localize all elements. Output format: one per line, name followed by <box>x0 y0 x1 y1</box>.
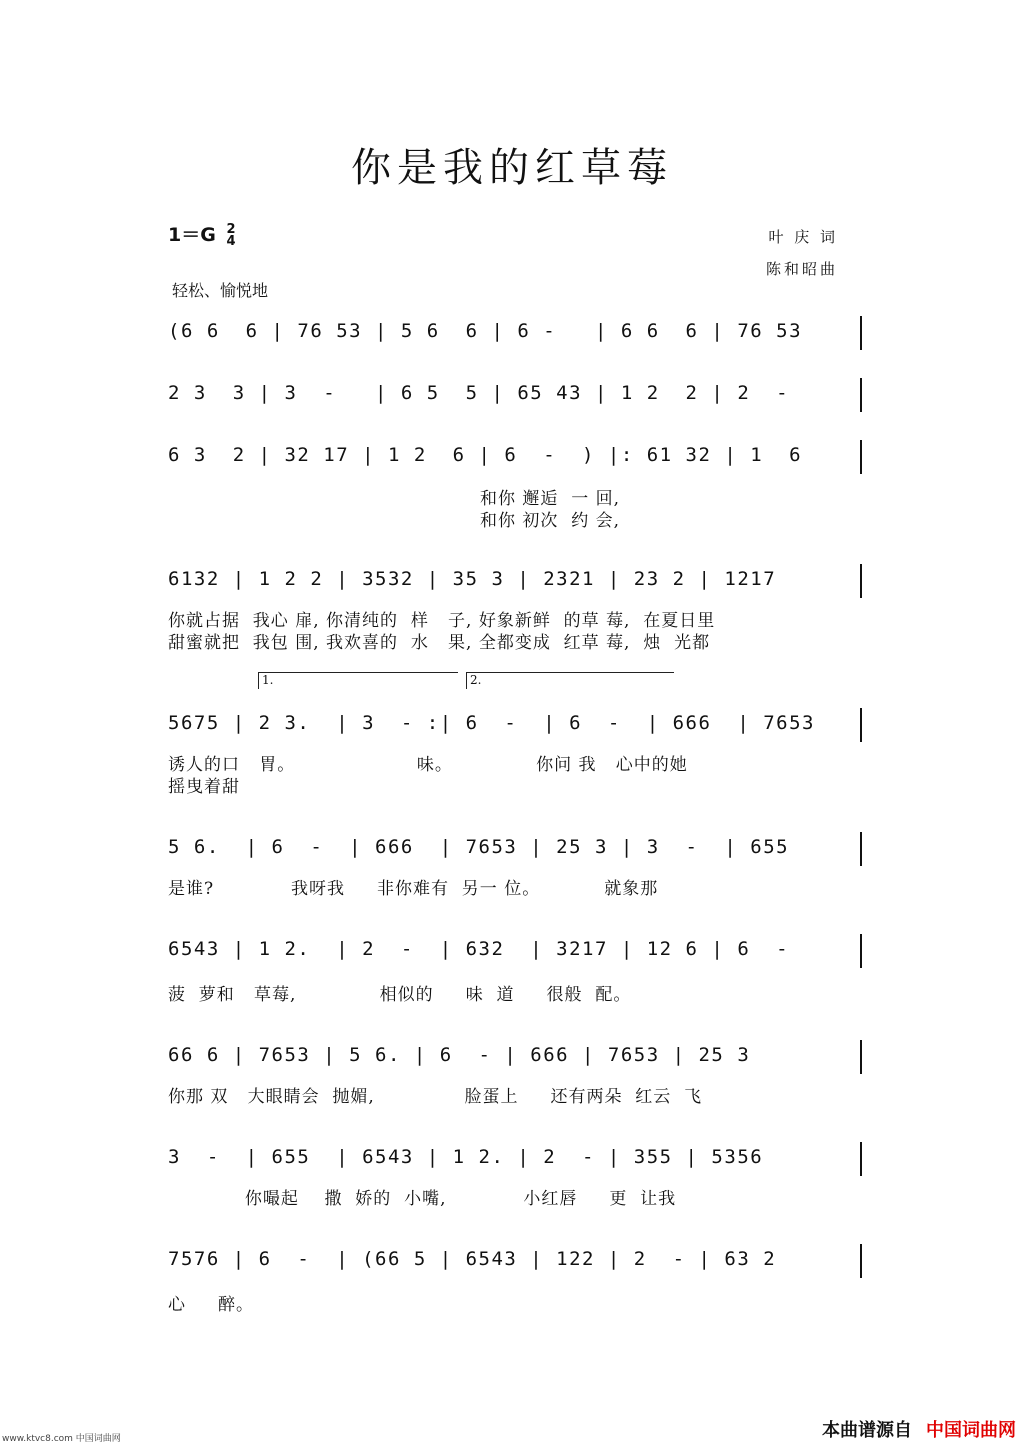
notes: 7576 | 6 - | (66 5 | 6543 | 122 | 2 - | 63 2 <box>168 1248 777 1270</box>
notes: 5 6. | 6 - | 666 | 7653 | 25 3 | 3 - | 655 <box>168 836 790 858</box>
barline <box>860 378 862 412</box>
barline <box>860 1040 862 1074</box>
score-row <box>168 440 862 474</box>
barline <box>860 708 862 742</box>
volta-second: 2. <box>466 672 674 689</box>
barline <box>860 1142 862 1176</box>
barline <box>860 1244 862 1278</box>
lyric-line: 和你 初次 约 会, <box>480 511 621 531</box>
barline <box>860 832 862 866</box>
lyric-line: 摇曳着甜 <box>168 777 240 797</box>
notes: 6 3 2 | 32 17 | 1 2 6 | 6 - ) |: 61 32 | 1 6 <box>168 444 803 466</box>
score-row <box>168 832 862 866</box>
lyric-line: 是谁? 我呀我 非你难有 另一 位。 就象那 <box>168 879 659 899</box>
time-top: 2 <box>226 221 236 237</box>
composer-credit: 陈和昭曲 <box>765 260 838 278</box>
lyricist-credit: 叶 庆 词 <box>768 228 838 246</box>
time-bottom: 4 <box>226 233 236 249</box>
notes: 6132 | 1 2 2 | 3532 | 35 3 | 2321 | 23 2 | 1217 <box>168 568 777 590</box>
lyric-line: 和你 邂逅 一 回, <box>480 489 621 509</box>
notes: 5675 | 2 3. | 3 - :| 6 - | 6 - | 666 | 7653 <box>168 712 815 734</box>
score-row <box>168 1040 862 1074</box>
score-row <box>168 378 862 412</box>
score-row <box>168 316 862 350</box>
score-row <box>168 1142 862 1176</box>
lyric-line: 心 醉。 <box>168 1295 255 1315</box>
score-row <box>168 934 862 968</box>
barline <box>860 440 862 474</box>
score-row <box>168 708 862 742</box>
score-row <box>168 564 862 598</box>
lyric-line: 你就占据 我心 扉, 你清纯的 样 子, 好象新鲜 的草 莓, 在夏日里 <box>168 611 716 631</box>
tempo-marking: 轻松、愉悦地 <box>172 281 269 300</box>
key-label: 1＝G <box>168 224 216 246</box>
notes: 3 - | 655 | 6543 | 1 2. | 2 - | 355 | 5356 <box>168 1146 764 1168</box>
barline <box>860 316 862 350</box>
lyric-line: 甜蜜就把 我包 围, 我欢喜的 水 果, 全都变成 红草 莓, 烛 光都 <box>168 633 711 653</box>
volta-first: 1. <box>258 672 458 689</box>
lyric-line: 诱人的口 胃。 味。 你问 我 心中的她 <box>168 755 688 775</box>
notes: 66 6 | 7653 | 5 6. | 6 - | 666 | 7653 | 25 3 <box>168 1044 751 1066</box>
lyric-line: 你那 双 大眼睛会 抛媚, 脸蛋上 还有两朵 红云 飞 <box>168 1087 703 1107</box>
watermark-site: www.ktvc8.com 中国词曲网 <box>2 1434 121 1444</box>
lyric-line: 菠 萝和 草莓, 相似的 味 道 很般 配。 <box>168 985 632 1005</box>
barline <box>860 564 862 598</box>
footer-site-link[interactable]: 中国词曲网 <box>926 1420 1016 1441</box>
key-signature <box>168 220 236 248</box>
barline <box>860 934 862 968</box>
score-row <box>168 1244 862 1278</box>
notes: 2 3 3 | 3 - | 6 5 5 | 65 43 | 1 2 2 | 2 - <box>168 382 790 404</box>
page-title: 你是我的红草莓 <box>351 145 673 191</box>
notes: (6 6 6 | 76 53 | 5 6 6 | 6 - | 6 6 6 | 76 53 <box>168 320 803 342</box>
time-signature <box>226 221 236 249</box>
footer-source <box>822 1416 1016 1442</box>
lyric-line: 你嘬起 撒 娇的 小嘴, 小红唇 更 让我 <box>168 1189 677 1209</box>
notes: 6543 | 1 2. | 2 - | 632 | 3217 | 12 6 | 6 - <box>168 938 790 960</box>
footer-source-label: 本曲谱源自 <box>822 1420 912 1441</box>
